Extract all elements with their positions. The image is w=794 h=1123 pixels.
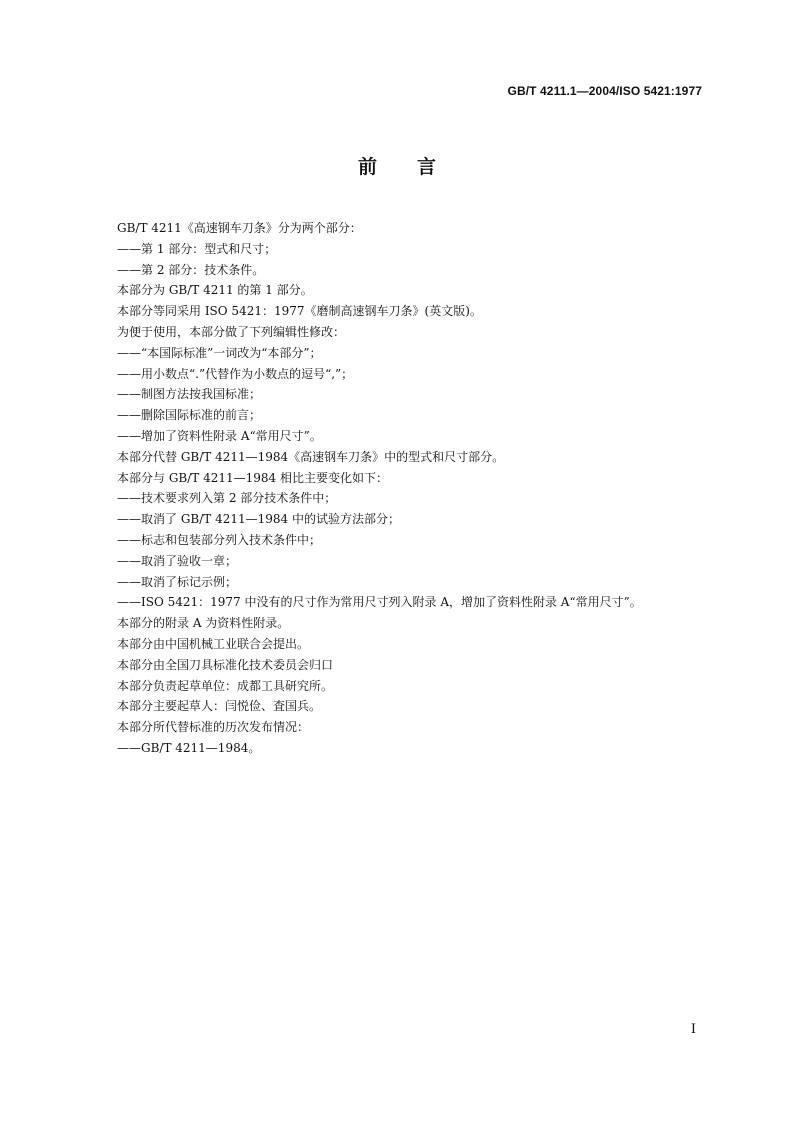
foreword-line: ——“本国际标准”一词改为“本部分”； — [117, 345, 322, 360]
foreword-line: ——取消了标记示例； — [117, 574, 238, 589]
foreword-line: 本部分与 GB/T 4211—1984 相比主要变化如下： — [117, 470, 388, 485]
foreword-line: ——取消了验收一章； — [117, 553, 238, 568]
foreword-line: 本部分负责起草单位：成都工具研究所。 — [117, 678, 334, 693]
foreword-line: 本部分由中国机械工业联合会提出。 — [117, 636, 310, 651]
foreword-line: ——ISO 5421：1977 中没有的尺寸作为常用尺寸列入附录 A，增加了资料性附录 A“常用尺寸”。 — [117, 595, 642, 610]
page-number: I — [690, 1022, 696, 1037]
foreword-line: ——取消了 GB/T 4211—1984 中的试验方法部分； — [117, 512, 400, 527]
foreword-line: ——标志和包装部分列入技术条件中； — [117, 532, 322, 547]
foreword-line: 本部分的附录 A 为资料性附录。 — [117, 616, 290, 631]
foreword-line: ——技术要求列入第 2 部分技术条件中； — [117, 491, 337, 506]
foreword-line: 本部分所代替标准的历次发布情况： — [117, 720, 310, 735]
foreword-line: 本部分为 GB/T 4211 的第 1 部分。 — [117, 283, 313, 298]
foreword-line: ——制图方法按我国标准； — [117, 387, 262, 402]
foreword-line: ——删除国际标准的前言； — [117, 408, 262, 423]
foreword-body — [117, 218, 717, 759]
foreword-line: ——GB/T 4211—1984。 — [117, 740, 261, 755]
foreword-line: GB/T 4211《高速钢车刀条》分为两个部分： — [117, 221, 362, 235]
foreword-line: 本部分代替 GB/T 4211—1984《高速钢车刀条》中的型式和尺寸部分。 — [117, 449, 505, 464]
foreword-line: 本部分由全国刀具标准化技术委员会归口 — [117, 657, 334, 672]
foreword-line: 本部分等同采用 ISO 5421：1977《磨制高速钢车刀条》(英文版)。 — [117, 304, 482, 319]
foreword-line: ——用小数点“.”代替作为小数点的逗号“,”； — [117, 366, 354, 381]
foreword-line: 为便于使用，本部分做了下列编辑性修改： — [117, 324, 346, 339]
foreword-line: ——第 1 部分：型式和尺寸； — [117, 241, 277, 256]
foreword-line: ——第 2 部分：技术条件。 — [117, 262, 265, 277]
foreword-line: ——增加了资料性附录 A“常用尺寸”。 — [117, 428, 322, 443]
standard-number-header: GB/T 4211.1—2004/ISO 5421:1977 — [507, 84, 702, 98]
page-title: 前言 — [357, 156, 476, 178]
foreword-line: 本部分主要起草人：闫悦俭、査国兵。 — [117, 699, 322, 714]
